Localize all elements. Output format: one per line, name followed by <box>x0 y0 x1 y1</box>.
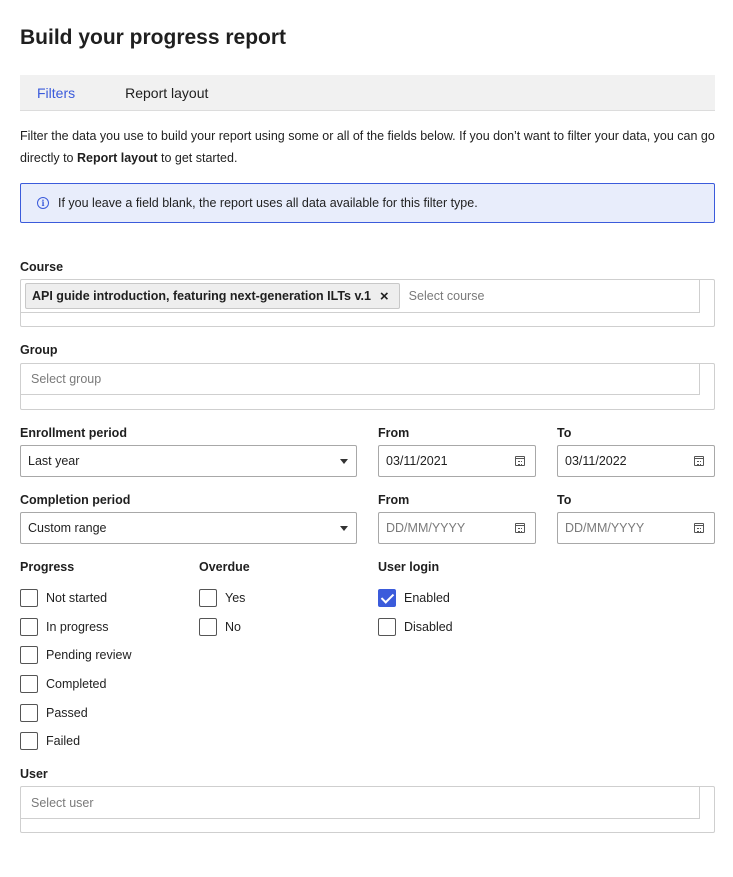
close-icon[interactable]: × <box>379 287 389 305</box>
checkbox[interactable] <box>20 704 38 722</box>
group-multiselect[interactable] <box>20 363 715 410</box>
checkbox[interactable] <box>378 618 396 636</box>
option-label: Disabled <box>404 620 453 634</box>
intro-text <box>20 125 720 169</box>
user-search-input[interactable]: Select user <box>31 795 94 810</box>
enrollment-period-value: Last year <box>28 454 80 468</box>
chevron-down-icon <box>340 526 348 531</box>
checkbox[interactable] <box>20 589 38 607</box>
enrollment-to-date-input[interactable] <box>557 445 715 477</box>
completion-from-placeholder: DD/MM/YYYY <box>386 521 466 535</box>
course-search-input[interactable]: Select course <box>408 289 485 303</box>
user-login-label: User login <box>378 560 440 574</box>
group-search-input[interactable]: Select group <box>31 372 102 386</box>
checkbox[interactable] <box>20 618 38 636</box>
enrollment-to-label: To <box>557 426 572 440</box>
enrollment-period-select[interactable] <box>20 445 357 477</box>
tab-filters[interactable]: Filters <box>37 85 76 101</box>
page-title: Build your progress report <box>20 26 287 49</box>
enrollment-from-value: 03/11/2021 <box>386 454 448 468</box>
completion-period-label: Completion period <box>20 493 131 507</box>
progress-not-started-option[interactable] <box>20 589 107 607</box>
checkbox[interactable] <box>20 646 38 664</box>
info-notice <box>20 183 715 223</box>
option-label: Yes <box>225 591 246 605</box>
report-layout-link[interactable]: Report layout <box>76 151 158 165</box>
option-label: Passed <box>46 706 88 720</box>
completion-period-select[interactable] <box>20 512 357 544</box>
overdue-no-option[interactable] <box>199 618 241 636</box>
option-label: Pending review <box>46 648 132 662</box>
enrollment-period-label: Enrollment period <box>20 426 127 440</box>
checkbox[interactable] <box>20 732 38 750</box>
calendar-icon[interactable] <box>515 523 525 533</box>
course-multiselect[interactable] <box>20 279 715 327</box>
completion-period-value: Custom range <box>28 521 107 535</box>
info-icon: i <box>37 197 49 209</box>
course-chip-label: API guide introduction, featuring next-generation ILTs v.1 <box>32 289 371 303</box>
chevron-down-icon <box>340 459 348 464</box>
calendar-icon[interactable] <box>694 456 704 466</box>
calendar-icon[interactable] <box>515 456 525 466</box>
user-label: User <box>20 767 48 781</box>
user-multiselect[interactable] <box>20 786 715 833</box>
progress-pending-review-option[interactable] <box>20 646 131 664</box>
option-label: In progress <box>46 620 109 634</box>
overdue-yes-option[interactable] <box>199 589 245 607</box>
option-label: Not started <box>46 591 108 605</box>
option-label: Enabled <box>404 591 450 605</box>
progress-failed-option[interactable] <box>20 732 80 750</box>
tab-report-layout[interactable]: Report layout <box>125 85 209 101</box>
progress-completed-option[interactable] <box>20 675 106 693</box>
intro-text-end: to get started. <box>157 151 238 165</box>
enrollment-from-label: From <box>378 426 410 440</box>
overdue-label: Overdue <box>199 560 250 574</box>
enrollment-to-value: 03/11/2022 <box>565 454 627 468</box>
completion-from-date-input[interactable] <box>378 512 536 544</box>
completion-to-label: To <box>557 493 572 507</box>
course-label: Course <box>20 260 64 274</box>
checkbox[interactable] <box>199 589 217 607</box>
completion-to-placeholder: DD/MM/YYYY <box>565 521 645 535</box>
tab-bar <box>20 75 715 111</box>
option-label: No <box>225 620 241 634</box>
completion-from-label: From <box>378 493 410 507</box>
checkbox[interactable] <box>20 675 38 693</box>
user-login-disabled-option[interactable] <box>378 618 453 636</box>
enrollment-from-date-input[interactable] <box>378 445 536 477</box>
progress-label: Progress <box>20 560 75 574</box>
course-chip <box>25 283 400 309</box>
option-label: Failed <box>46 734 81 748</box>
calendar-icon[interactable] <box>694 523 704 533</box>
checkbox-checked[interactable] <box>378 589 396 607</box>
intro-text-start: Filter the data you use to build your report using some or all of the fields below. If you don’t want to filter your data, you can go directly to <box>20 129 715 165</box>
group-label: Group <box>20 343 58 357</box>
progress-in-progress-option[interactable] <box>20 618 109 636</box>
checkbox[interactable] <box>199 618 217 636</box>
completion-to-date-input[interactable] <box>557 512 715 544</box>
progress-passed-option[interactable] <box>20 704 88 722</box>
notice-text: If you leave a field blank, the report uses all data available for this filter type. <box>58 196 478 210</box>
user-login-enabled-option[interactable] <box>378 589 450 607</box>
option-label: Completed <box>46 677 107 691</box>
